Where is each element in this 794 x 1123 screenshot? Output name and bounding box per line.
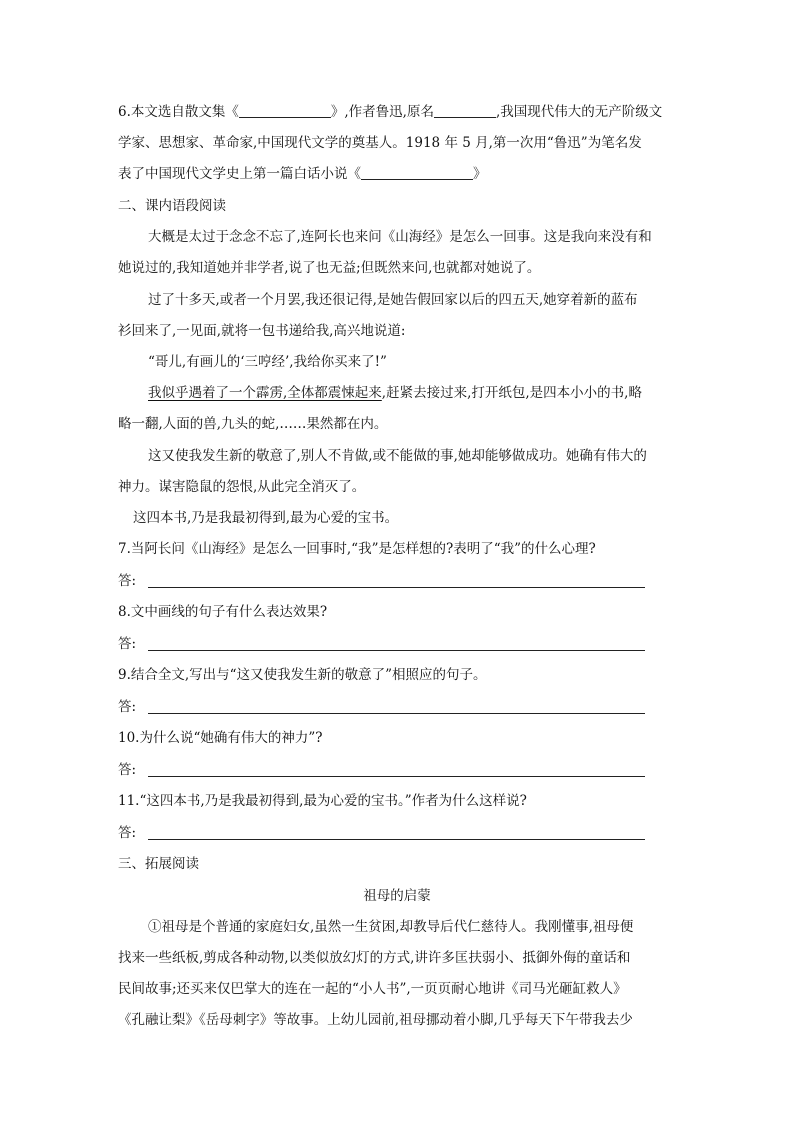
passage-p6: 这四本书,乃是我最初得到,最为心爱的宝书。: [133, 510, 399, 526]
question-9: 9.结合全文,写出与“这又使我发生新的敬意了”相照应的句子。: [118, 667, 487, 683]
answer-line-7[interactable]: [148, 587, 645, 588]
q6-text-part2: 》,作者鲁迅,原名: [330, 104, 434, 120]
answer-label-8: 答:: [118, 636, 137, 652]
passage-p4-line2: 略一翻,人面的兽,九头的蛇,……果然都在内。: [118, 416, 388, 432]
section3-heading: 三、拓展阅读: [118, 856, 199, 872]
passage-p3: “哥儿,有画儿的‘三哼经’,我给你买来了!”: [148, 354, 387, 370]
section2-heading: 二、课内语段阅读: [118, 198, 226, 214]
passage-p1-line2: 她说过的,我知道她并非学者,说了也无益;但既然来问,也就都对她说了。: [118, 260, 541, 276]
question-11: 11.“这四本书,乃是我最初得到,最为心爱的宝书。”作者为什么这样说?: [118, 793, 527, 809]
answer-label-9: 答:: [118, 699, 137, 715]
q6-text-part4: 表了中国现代文学史上第一篇白话小说《: [118, 166, 361, 182]
passage-p4-rest: ,赶紧去接过来,打开纸包,是四本小小的书,略: [381, 385, 642, 401]
answer-label-7: 答:: [118, 573, 137, 589]
essay-line3: 民间故事;还买来仅巴掌大的连在一起的“小人书”,一页页耐心地讲《司马光砸缸救人》: [118, 981, 627, 997]
passage-p2-line2: 衫回来了,一见面,就将一包书递给我,高兴地说道:: [118, 323, 406, 339]
essay-line1: ①祖母是个普通的家庭妇女,虽然一生贫困,却教导后代仁慈待人。我刚懂事,祖母便: [148, 919, 634, 935]
passage-p5-line2: 神力。谋害隐鼠的怨恨,从此完全消灭了。: [118, 479, 366, 495]
passage-p4-line1: [148, 383, 642, 403]
question-10: 10.为什么说“她确有伟大的神力”?: [118, 730, 323, 746]
q6-text-part5: 》: [473, 166, 487, 182]
q6-line3: [118, 164, 487, 184]
answer-line-8[interactable]: [148, 650, 645, 651]
essay-line2: 找来一些纸板,剪成各种动物,以类似放幻灯的方式,讲许多匡扶弱小、抵御外侮的童话和: [118, 950, 631, 966]
answer-label-11: 答:: [118, 825, 137, 841]
q6-blank-collection[interactable]: [239, 103, 331, 118]
q6-line1: [118, 102, 662, 122]
answer-line-10[interactable]: [148, 776, 645, 777]
essay-line4: 《孔融让梨》《岳母刺字》等故事。上幼儿园前,祖母挪动着小脚,几乎每天下午带我去少: [118, 1012, 633, 1028]
answer-label-10: 答:: [118, 762, 137, 778]
passage-p1-line1: 大概是太过于念念不忘了,连阿长也来问《山海经》是怎么一回事。这是我向来没有和: [148, 229, 652, 245]
q6-blank-novel[interactable]: [361, 165, 473, 180]
answer-line-9[interactable]: [148, 713, 645, 714]
question-7: 7.当阿长问《山海经》是怎么一回事时,“我”是怎样想的?表明了“我”的什么心理?: [118, 541, 596, 557]
q6-text-part1: 6.本文选自散文集《: [118, 104, 239, 120]
question-8: 8.文中画线的句子有什么表达效果?: [118, 604, 328, 620]
q6-text-part3: ,我国现代伟大的无产阶级文: [495, 104, 663, 120]
essay-title: 祖母的启蒙: [363, 888, 431, 904]
q6-blank-original-name[interactable]: [434, 103, 496, 118]
answer-line-11[interactable]: [148, 839, 645, 840]
passage-p5-line1: 这又使我发生新的敬意了,别人不肯做,或不能做的事,她却能够做成功。她确有伟大的: [148, 448, 647, 464]
q6-line2: 学家、思想家、革命家,中国现代文学的奠基人。1918 年 5 月,第一次用“鲁迅”为笔名发: [118, 135, 642, 151]
underlined-sentence: 我似乎遇着了一个霹雳,全体都震悚起来: [148, 385, 382, 401]
passage-p2-line1: 过了十多天,或者一个月罢,我还很记得,是她告假回家以后的四五天,她穿着新的蓝布: [148, 292, 638, 308]
